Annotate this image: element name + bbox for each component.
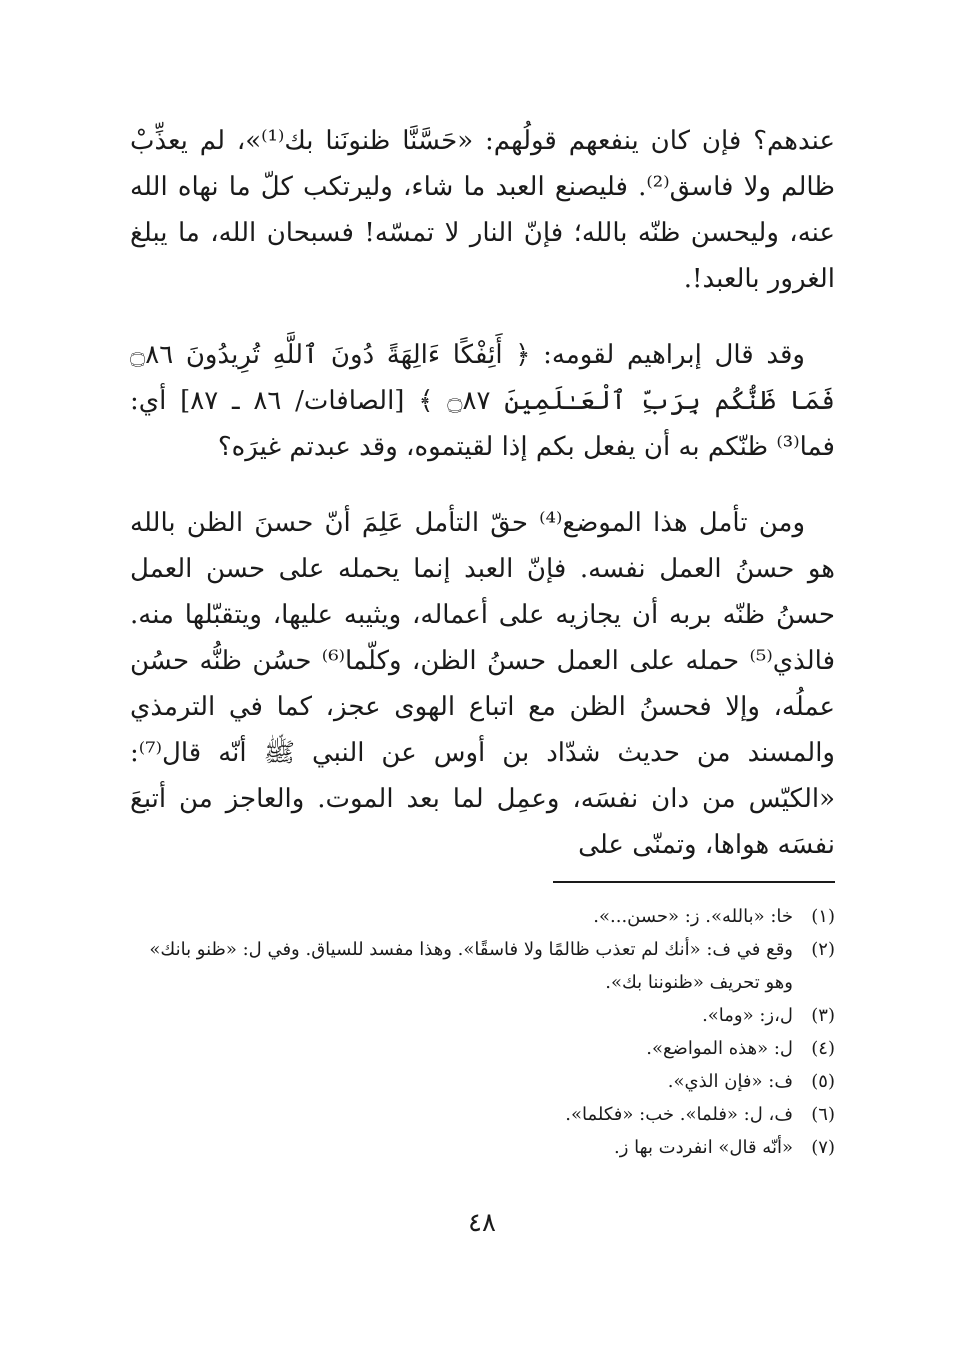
- footnote-4: [130, 1032, 835, 1065]
- footnote-number: (٥): [811, 1071, 835, 1092]
- footnote-separator: [553, 881, 835, 883]
- footnote-text: ف: «فإن الذي».: [667, 1071, 793, 1092]
- footnote-number: (٤): [811, 1038, 835, 1059]
- footnote-text: وقع في ف: «أنك لم تعذب ظالمًا ولا فاسقًا». وهذا مفسد للسياق. وفي ل: «ظنو بانك» وهو تحريف «ظنوننا بك».: [149, 939, 793, 993]
- footnote-text: ف، ل: «فلما». خب: «فكلما».: [565, 1104, 793, 1125]
- paragraph-1: عندهم؟ فإن كان ينفعهم قولُهم: «حَسَّنَّا ظنونَنا بك⁽¹⁾»، لم يعذِّبْ ظالم ولا فاسق⁽²⁾. فليصنع العبد ما شاء، وليرتكب كلّ ما نهاه الله عنه، وليحسن ظنّه بالله؛ فإنّ النار لا تمسّه! فسبحان الله، ما يبلغ الغرور بالعبد!.: [130, 126, 836, 294]
- main-text: [130, 118, 835, 868]
- footnote-6: [130, 1098, 835, 1131]
- footnote-text: ل،ز: «وما».: [702, 1005, 793, 1026]
- footnote-text: «أنّه قال» انفردت بها ز.: [614, 1137, 793, 1158]
- footnote-number: (٣): [811, 1005, 835, 1026]
- footnote-3: [130, 999, 835, 1032]
- footnote-5: [130, 1065, 835, 1098]
- footnote-7: [130, 1131, 835, 1164]
- footnote-number: (٢): [811, 939, 835, 960]
- footnote-2: [130, 933, 835, 999]
- footnote-number: (٧): [811, 1137, 835, 1158]
- footnote-number: (١): [811, 906, 835, 927]
- footnotes: [130, 900, 835, 1164]
- footnote-number: (٦): [811, 1104, 835, 1125]
- footnote-text: خا: «بالله». ز: «حسن...».: [593, 906, 793, 927]
- paragraph-2: وقد قال إبراهيم لقومه: ﴿ أَئِفْكًا ءَالِهَةً دُونَ ٱللَّهِ تُرِيدُونَ ۝٨٦ فَمَا ظَنُّكُم بِرَبِّ ٱلْعَـٰلَمِينَ ۝٨٧ ﴾ [الصافات/ ٨٦ ـ ٨٧] أي: فما⁽³⁾ ظنّكم به أن يفعل بكم إذا لقيتموه، وقد عبدتم غيرَه؟: [130, 340, 835, 462]
- footnote-text: ل: «هذه المواضع».: [646, 1038, 793, 1059]
- paragraph-3: ومن تأمل هذا الموضع⁽⁴⁾ حقّ التأمل عَلِمَ أنّ حسنَ الظن بالله هو حسنُ العمل نفسه. فإنّ العبد إنما يحمله على حسن العمل حسنُ ظنّه بربه أن يجازيه على أعماله، ويثيبه عليها، ويتقبّلها منه. فالذي⁽⁵⁾ حمله على العمل حسنُ الظن، وكلّما⁽⁶⁾ حسُن ظنُّه حسُن عملُه، وإلا فحسنُ الظن مع اتباع الهوى عجز، كما في الترمذي والمسند من حديث شدّاد بن أوس عن النبي ﷺ أنّه قال⁽⁷⁾: «الكيّس من دان نفسَه، وعمِل لما بعد الموت. والعاجز من أتبعَ نفسَه هواها، وتمنّى على: [130, 508, 835, 860]
- page-number: ٤٨: [468, 1208, 496, 1238]
- footnote-1: [130, 900, 835, 933]
